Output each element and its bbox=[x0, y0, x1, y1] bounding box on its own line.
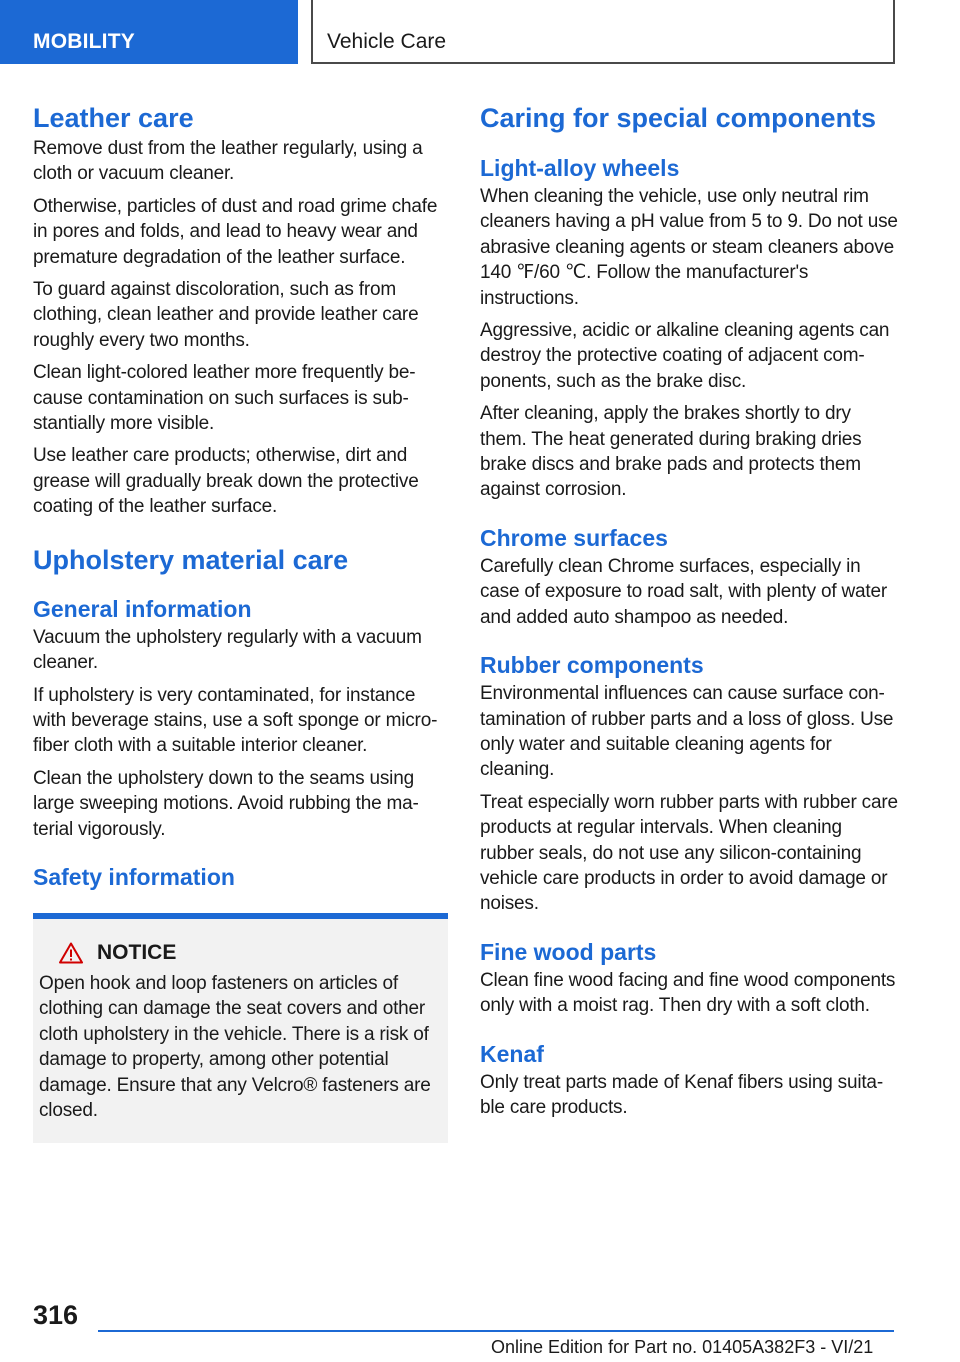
right-column bbox=[480, 100, 898, 1120]
upholstery-care-heading: Upholstery material care bbox=[33, 544, 349, 575]
light-alloy-wheels-heading: Light-alloy wheels bbox=[480, 155, 680, 181]
left-column bbox=[33, 100, 448, 1143]
light-alloy-wheels-paragraph: When cleaning the vehicle, use only neutral rim cleaners having a pH value from 5 to 9. Do not use abrasive cleaning agents or steam cleaners above 140 ℉/60 ℃. Follow the manufacturer's instructions. bbox=[480, 186, 898, 309]
kenaf-paragraph: Only treat parts made of Kenaf fibers using suitable care products. bbox=[480, 1071, 884, 1118]
fine-wood-parts-heading: Fine wood parts bbox=[480, 938, 657, 965]
notice-header bbox=[39, 939, 440, 967]
fine-wood-parts-paragraph: Clean fine wood facing and fine wood components only with a moist rag. Then dry with a soft cloth. bbox=[480, 969, 896, 1017]
rubber-components-paragraph: Environmental influences can cause surface contamination of rubber parts and a loss of gloss. Use only water and suitable cleaning agents for cleaning. bbox=[480, 683, 894, 781]
leather-care-paragraph: To guard against discoloration, such as from clothing, clean leather and provide leather care roughly every two months. bbox=[33, 279, 419, 351]
chrome-surfaces-heading: Chrome surfaces bbox=[480, 524, 668, 551]
footer-divider bbox=[98, 1330, 894, 1332]
rubber-components-heading: Rubber components bbox=[480, 652, 704, 679]
rubber-components-paragraph: Treat especially worn rubber parts with rubber care products at regular intervals. When cleaning rubber seals, do not use any silicon-containing vehicle care products in order to avoid damage or noises. bbox=[480, 791, 898, 915]
kenaf-heading: Kenaf bbox=[480, 1040, 544, 1067]
general-information-paragraph: Clean the upholstery down to the seams using large sweeping motions. Avoid rubbing the material vigorously. bbox=[33, 767, 419, 840]
notice-label: NOTICE bbox=[97, 940, 177, 964]
page-number: 316 bbox=[33, 1300, 79, 1330]
notice-text: Open hook and loop fasteners on articles of clothing can damage the seat covers and other cloth upholstery in the vehicle. There is a risk of damage to property, among other potential damage. Ensure that any Velcro® fasteners are closed. bbox=[39, 972, 431, 1121]
leather-care-heading: Leather care bbox=[33, 103, 194, 133]
warning-triangle-icon bbox=[59, 942, 83, 964]
general-information-heading: General information bbox=[33, 595, 252, 622]
leather-care-paragraph: Use leather care products; otherwise, dirt and grease will gradually break down the protective coating of the leather surface. bbox=[33, 445, 419, 518]
section-tab-mobility: MOBILITY bbox=[0, 0, 298, 64]
chapter-title: Vehicle Care bbox=[311, 0, 895, 64]
general-information-paragraph: If upholstery is very contaminated, for instance with beverage stains, use a soft sponge or microfiber cloth with a suitable interior cleaner. bbox=[33, 684, 438, 757]
edition-footer: Online Edition for Part no. 01405A382F3 - VI/21 bbox=[491, 1337, 874, 1357]
chrome-surfaces-paragraph: Carefully clean Chrome surfaces, especially in case of exposure to road salt, with plenty of water and added auto shampoo as needed. bbox=[480, 555, 887, 628]
general-information-paragraph: Vacuum the upholstery regularly with a vacuum cleaner. bbox=[33, 626, 422, 674]
light-alloy-wheels-paragraph: Aggressive, acidic or alkaline cleaning agents can destroy the protective coating of adjacent components, such as the brake disc. bbox=[480, 320, 890, 392]
leather-care-paragraph: Clean light-colored leather more frequently because contamination on such surfaces is substantially more visible. bbox=[33, 362, 416, 435]
leather-care-paragraph: Otherwise, particles of dust and road grime chafe in pores and folds, and lead to heavy wear and premature degradation of the leather surface. bbox=[33, 195, 438, 268]
notice-box bbox=[33, 913, 448, 1143]
light-alloy-wheels-paragraph: After cleaning, apply the brakes shortly to dry them. The heat generated during braking dries brake discs and brake pads and protects them against corrosion. bbox=[480, 403, 862, 501]
special-components-heading: Caring for special components bbox=[480, 103, 877, 133]
leather-care-paragraph: Remove dust from the leather regularly, using a cloth or vacuum cleaner. bbox=[33, 138, 423, 185]
safety-information-heading: Safety information bbox=[33, 863, 235, 890]
